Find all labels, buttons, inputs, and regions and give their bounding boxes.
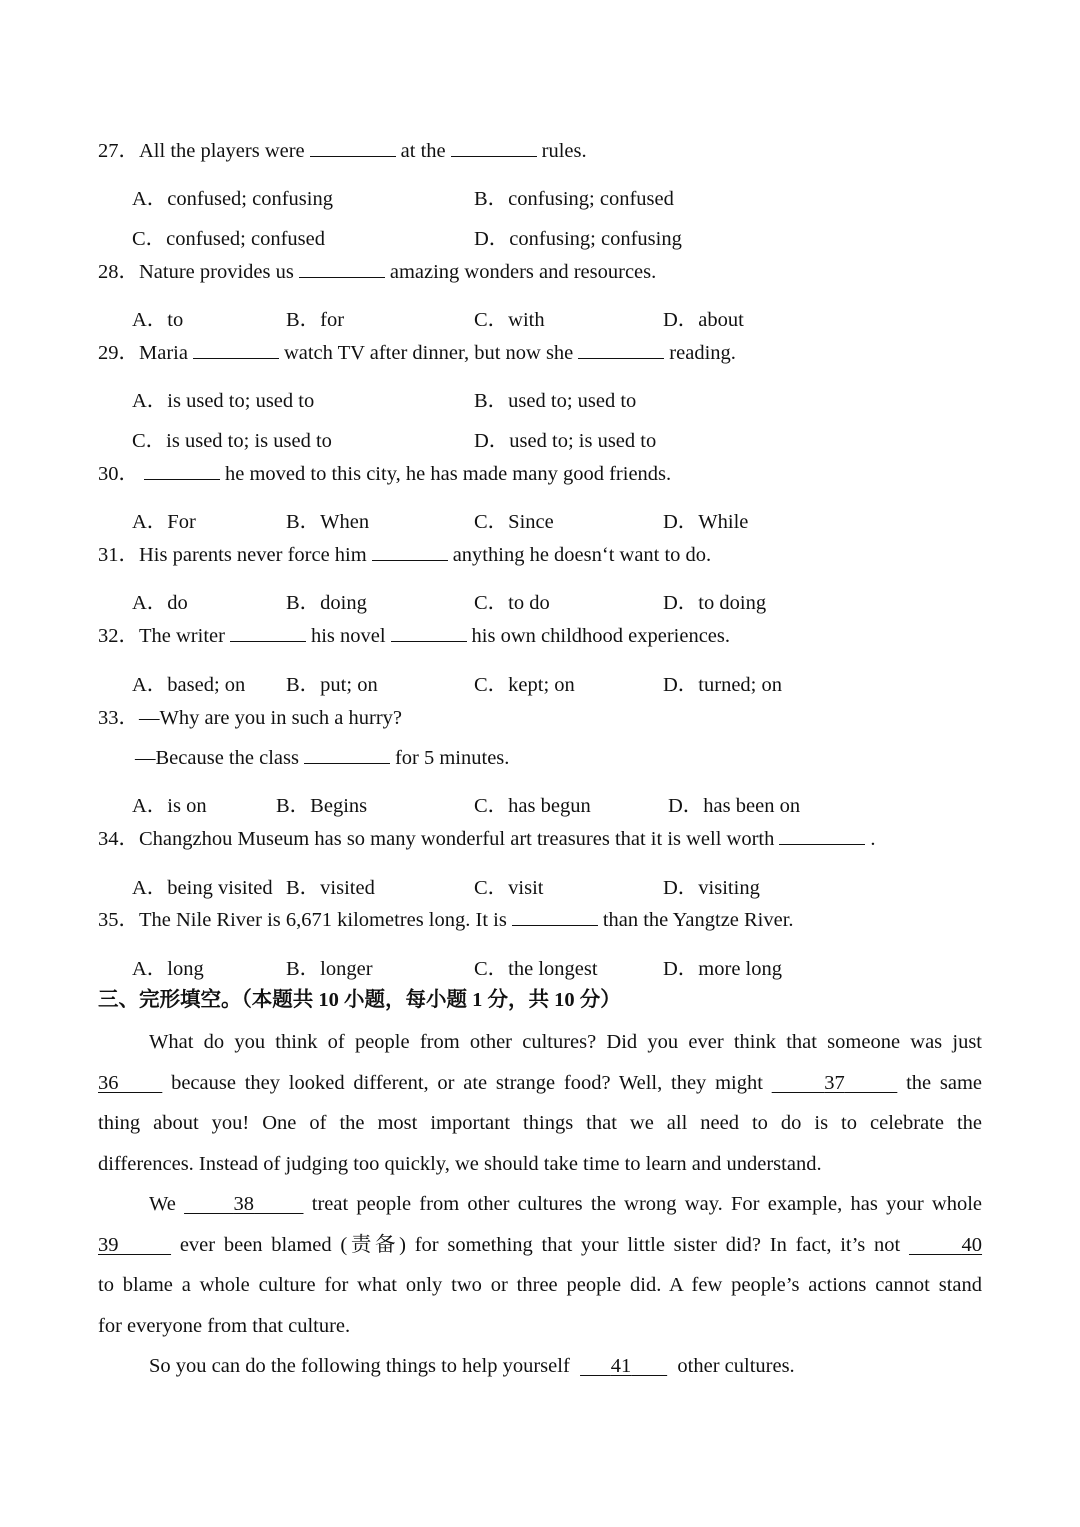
- option-b: B．put; on: [286, 674, 378, 696]
- option-b: B．Begins: [276, 795, 368, 817]
- passage-line: for everyone from that culture.: [98, 1315, 351, 1337]
- passage-line: differences. Instead of judging too quickly, we should take time to learn and understand.: [98, 1153, 822, 1175]
- option-a: A．is on: [132, 795, 207, 817]
- option-b: B．confusing; confused: [474, 188, 674, 210]
- question-29: 29．Maria watch TV after dinner, but now she reading.: [98, 342, 736, 364]
- option-d: D．about: [663, 309, 744, 331]
- option-d: D．used to; is used to: [474, 430, 657, 452]
- option-b: B．When: [286, 511, 370, 533]
- answer-blank[interactable]: [230, 640, 306, 642]
- question-28: 28．Nature provides us amazing wonders and resources.: [98, 261, 657, 283]
- option-c: C．has begun: [474, 795, 591, 817]
- passage-line: 39 ever been blamed (责备) for something that your little sister did? In fact, it’s not 40: [98, 1234, 983, 1256]
- section-heading: 三、完形填空。（本题共 10 小题，每小题 1 分，共 10 分）: [98, 989, 621, 1011]
- option-c: C．is used to; is used to: [132, 430, 332, 452]
- question-number: 28．: [98, 261, 139, 283]
- question-35: 35．The Nile River is 6,671 kilometres long. It is than the Yangtze River.: [98, 909, 794, 931]
- passage-line: So you can do the following things to help yourself 41 other cultures.: [149, 1355, 795, 1377]
- blank-38[interactable]: 38: [233, 1193, 255, 1215]
- option-d: D．more long: [663, 958, 782, 980]
- question-number: 32．: [98, 625, 139, 647]
- question-number: 34．: [98, 828, 139, 850]
- option-b: B．used to; used to: [474, 390, 637, 412]
- blank-36[interactable]: 36: [98, 1072, 119, 1094]
- answer-blank[interactable]: [310, 155, 396, 157]
- option-d: D．While: [663, 511, 749, 533]
- question-30: 30． he moved to this city, he has made many good friends.: [98, 463, 672, 485]
- passage-line: What do you think of people from other cultures? Did you ever think that someone was just: [149, 1031, 982, 1053]
- blank-41[interactable]: 41: [610, 1355, 632, 1377]
- option-a: A．is used to; used to: [132, 390, 315, 412]
- blank-40[interactable]: 40: [961, 1234, 983, 1256]
- answer-blank[interactable]: [779, 843, 865, 845]
- question-number: 33．: [98, 707, 139, 729]
- option-b: B．doing: [286, 592, 367, 614]
- option-a: A．do: [132, 592, 188, 614]
- question-31: 31．His parents never force him anything he doesn‘t want to do.: [98, 544, 712, 566]
- option-c: C．Since: [474, 511, 554, 533]
- option-a: A．based; on: [132, 674, 246, 696]
- option-b: B．visited: [286, 877, 375, 899]
- option-b: B．for: [286, 309, 345, 331]
- blank-37[interactable]: 37: [824, 1072, 845, 1094]
- answer-blank[interactable]: [144, 478, 220, 480]
- option-b: B．longer: [286, 958, 373, 980]
- question-number: 29．: [98, 342, 139, 364]
- question-number: 35．: [98, 909, 139, 931]
- passage-line: 36 because they looked different, or ate strange food? Well, they might 37 the same: [98, 1072, 983, 1094]
- option-d: D．visiting: [663, 877, 760, 899]
- option-d: D．confusing; confusing: [474, 228, 682, 250]
- question-27: 27．All the players were at the rules.: [98, 140, 587, 162]
- passage-line: We 38 treat people from other cultures the wrong way. For example, has your whole: [149, 1193, 983, 1215]
- question-32: 32．The writer his novel his own childhood experiences.: [98, 625, 731, 647]
- option-a: A．being visited: [132, 877, 273, 899]
- answer-blank[interactable]: [391, 640, 467, 642]
- answer-blank[interactable]: [304, 762, 390, 764]
- option-c: C．with: [474, 309, 545, 331]
- option-c: C．visit: [474, 877, 544, 899]
- option-a: A．confused; confusing: [132, 188, 333, 210]
- option-a: A．long: [132, 958, 204, 980]
- answer-blank[interactable]: [451, 155, 537, 157]
- answer-blank[interactable]: [193, 357, 279, 359]
- option-a: A．to: [132, 309, 184, 331]
- option-c: C．kept; on: [474, 674, 575, 696]
- question-number: 31．: [98, 544, 139, 566]
- blank-39[interactable]: 39: [98, 1234, 119, 1256]
- option-c: C．the longest: [474, 958, 598, 980]
- option-d: D．to doing: [663, 592, 767, 614]
- option-a: A．For: [132, 511, 196, 533]
- option-d: D．has been on: [668, 795, 801, 817]
- question-number: 27．: [98, 140, 139, 162]
- answer-blank[interactable]: [372, 559, 448, 561]
- option-d: D．turned; on: [663, 674, 782, 696]
- question-34: 34．Changzhou Museum has so many wonderful art treasures that it is well worth .: [98, 828, 876, 850]
- question-number: 30．: [98, 463, 139, 485]
- passage-line: thing about you! One of the most important things that we all need to do is to celebrate the: [98, 1112, 982, 1134]
- passage-line: to blame a whole culture for what only two or three people did. A few people’s actions cannot stand: [98, 1274, 982, 1296]
- answer-blank[interactable]: [512, 924, 598, 926]
- question-33-reply: —Because the class for 5 minutes.: [135, 747, 510, 769]
- option-c: C．to do: [474, 592, 550, 614]
- answer-blank[interactable]: [299, 276, 385, 278]
- option-c: C．confused; confused: [132, 228, 325, 250]
- answer-blank[interactable]: [578, 357, 664, 359]
- question-33: 33．—Why are you in such a hurry?: [98, 707, 402, 729]
